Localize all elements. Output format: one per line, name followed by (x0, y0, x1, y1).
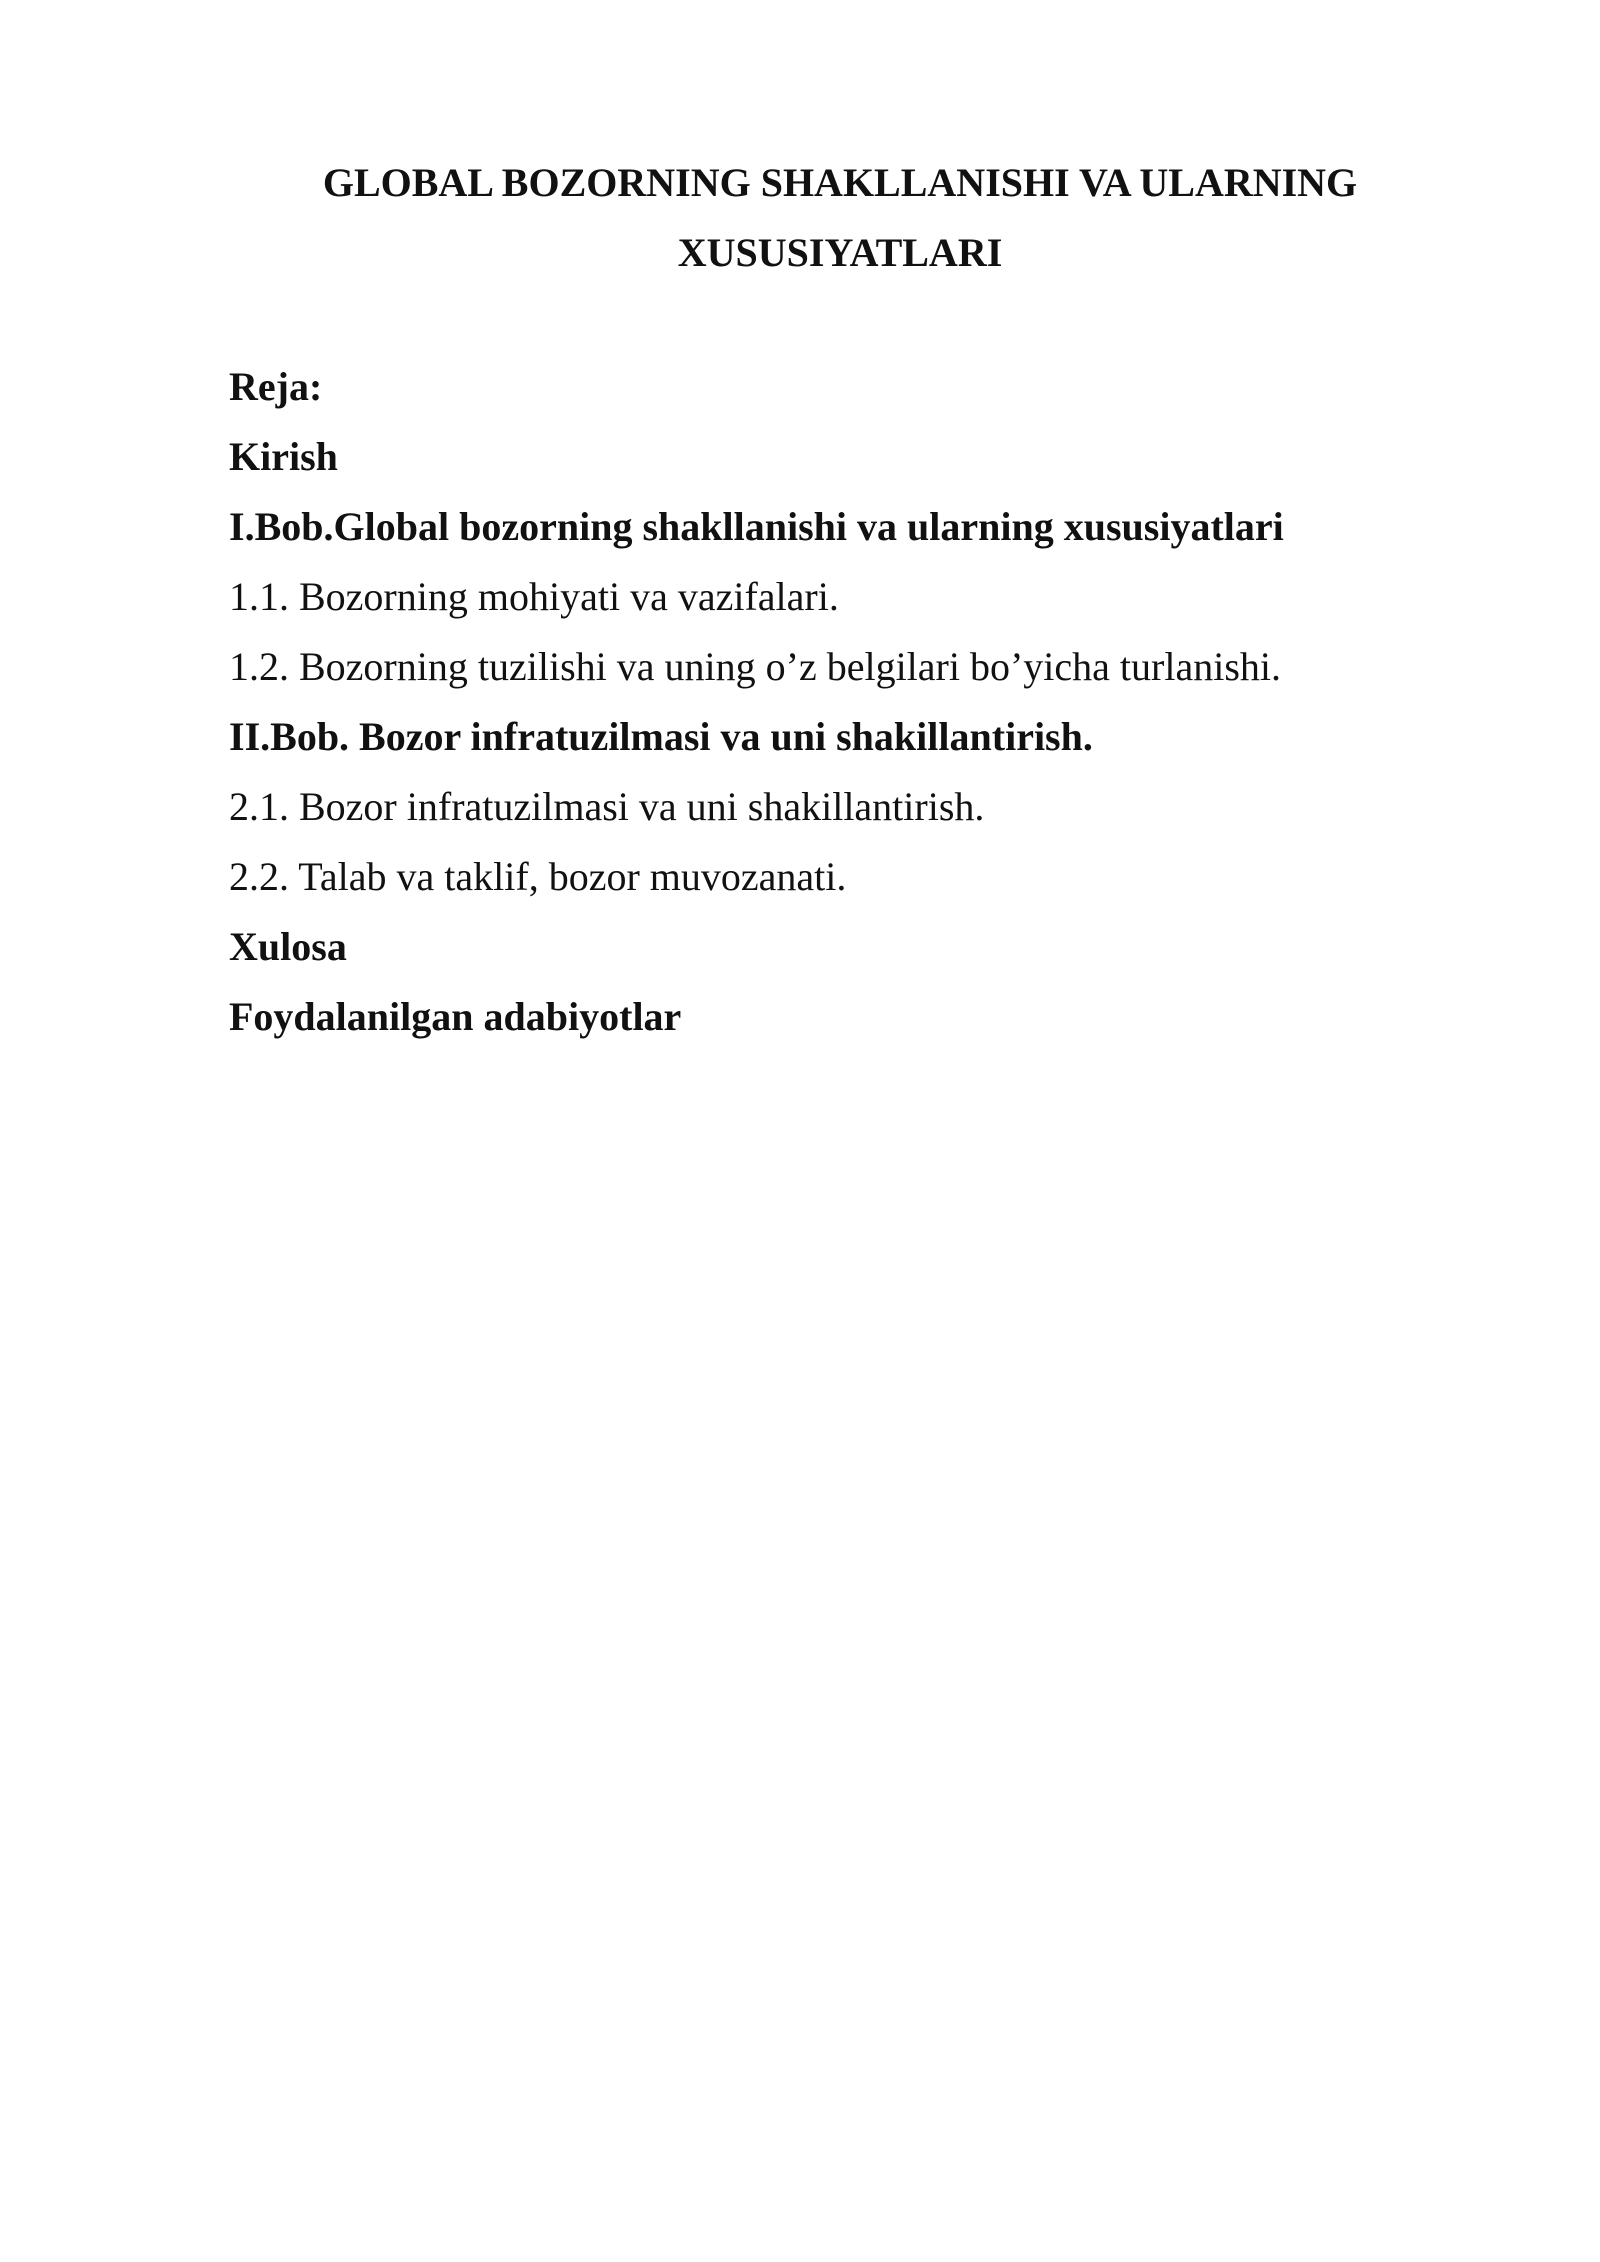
document-title (230, 148, 1450, 288)
toc-chapter-2: II.Bob. Bozor infratuzilmasi va uni shakillantirish. (229, 714, 1093, 759)
toc-item-intro: Kirish (229, 434, 338, 479)
plan-heading: Reja: (229, 364, 323, 409)
title-line-2: XUSUSIYATLARI (677, 230, 1003, 275)
table-of-contents (229, 352, 1451, 1052)
toc-chapter-1: I.Bob.Global bozorning shakllanishi va ularning xususiyatlari (229, 504, 1284, 549)
toc-item-references: Foydalanilgan adabiyotlar (229, 994, 682, 1039)
toc-section-1-1: 1.1. Bozorning mohiyati va vazifalari. (229, 574, 839, 619)
title-line-1: GLOBAL BOZORNING SHAKLLANISHI VA ULARNING (322, 160, 1358, 205)
toc-section-2-1: 2.1. Bozor infratuzilmasi va uni shakillantirish. (229, 784, 985, 829)
toc-section-1-2: 1.2. Bozorning tuzilishi va uning o’z belgilari bo’yicha turlanishi. (229, 644, 1282, 689)
toc-section-2-2: 2.2. Talab va taklif, bozor muvozanati. (229, 854, 847, 899)
toc-item-conclusion: Xulosa (229, 924, 347, 969)
